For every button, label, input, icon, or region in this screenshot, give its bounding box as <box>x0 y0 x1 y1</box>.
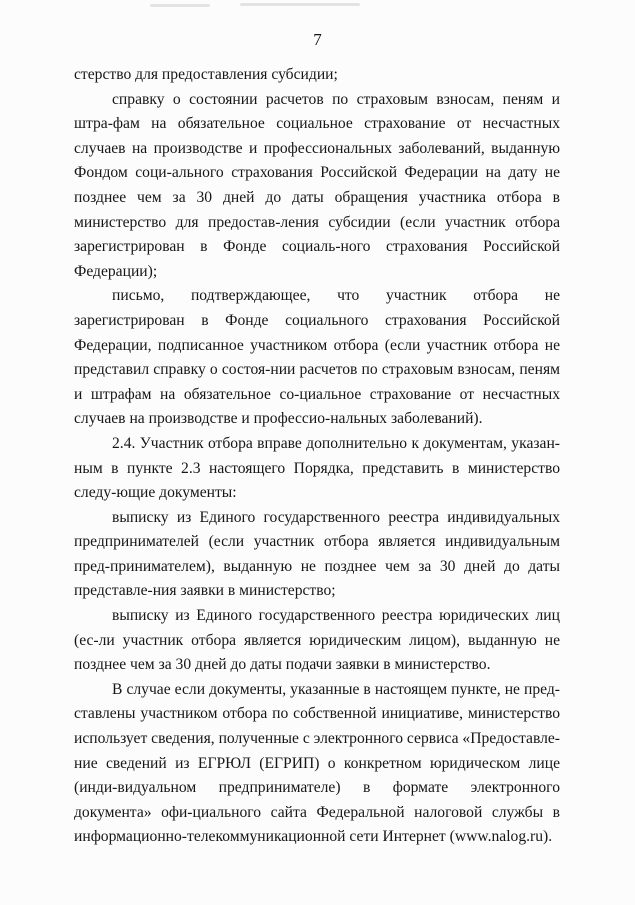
paragraph-egrul-extract: выписку из Единого государственного реестра юридических лиц (ес-ли участник отбора является юридическим лицом), выданную не позднее чем за 30 дней до даты подачи заявки в министерство. <box>74 607 560 674</box>
scan-artifact <box>150 4 210 7</box>
document-body <box>74 63 560 850</box>
paragraph-egrip-extract: выписку из Единого государственного реестра индивидуальных предпринимателей (если участник отбора является индивидуальным пред-принимателем), выданную не позднее чем за 30 дней до даты представле-ния заявки в министерство; <box>74 508 560 600</box>
paragraph-insurance-certificate: справку о состоянии расчетов по страховым взносам, пеням и штра-фам на обязательное социальное страхование от несчастных случаев на производстве и профессиональных заболеваний, выданную Фондом соци-ального страхования Российской Федерации на дату не позднее чем за 30 дней до даты обращения участника отбора в министерство для предостав-ления субсидии (если участник отбора зарегистрирован в Фонде социаль-ного страхования Российской Федерации); <box>74 90 560 280</box>
paragraph-continuation: стерство для предоставления субсидии; <box>74 66 338 83</box>
paragraph-confirmation-letter: письмо, подтверждающее, что участник отбора не зарегистрирован в Фонде социального страхования Российской Федерации, подписанное участником отбора (если участник отбора не представил справку о состоя-нии расчетов по страховым взносам, пеням и штрафам на обязательное со-циальное страхование от несчастных случаев на производстве и профессио-нальных заболеваний). <box>74 287 560 428</box>
paragraph-electronic-service: В случае если документы, указанные в настоящем пункте, не пред-ставлены участником отбора по собственной инициативе, министерство использует сведения, полученные с электронного сервиса «Предоставле-ние сведений из ЕГРЮЛ (ЕГРИП) о конкретном юридическом лице (инди-видуальном предпринимателе) в формате электронного документа» офи-циального сайта Федеральной налоговой службы в информационно-телекоммуникационной сети Интернет (www.nalog.ru). <box>74 680 560 846</box>
scan-artifact <box>240 3 360 6</box>
paragraph-section-2-4: 2.4. Участник отбора вправе дополнительно к документам, указан-ным в пункте 2.3 настоящего Порядка, представить в министерство следу-ющие документы: <box>74 434 560 502</box>
page-number: 7 <box>313 30 322 49</box>
